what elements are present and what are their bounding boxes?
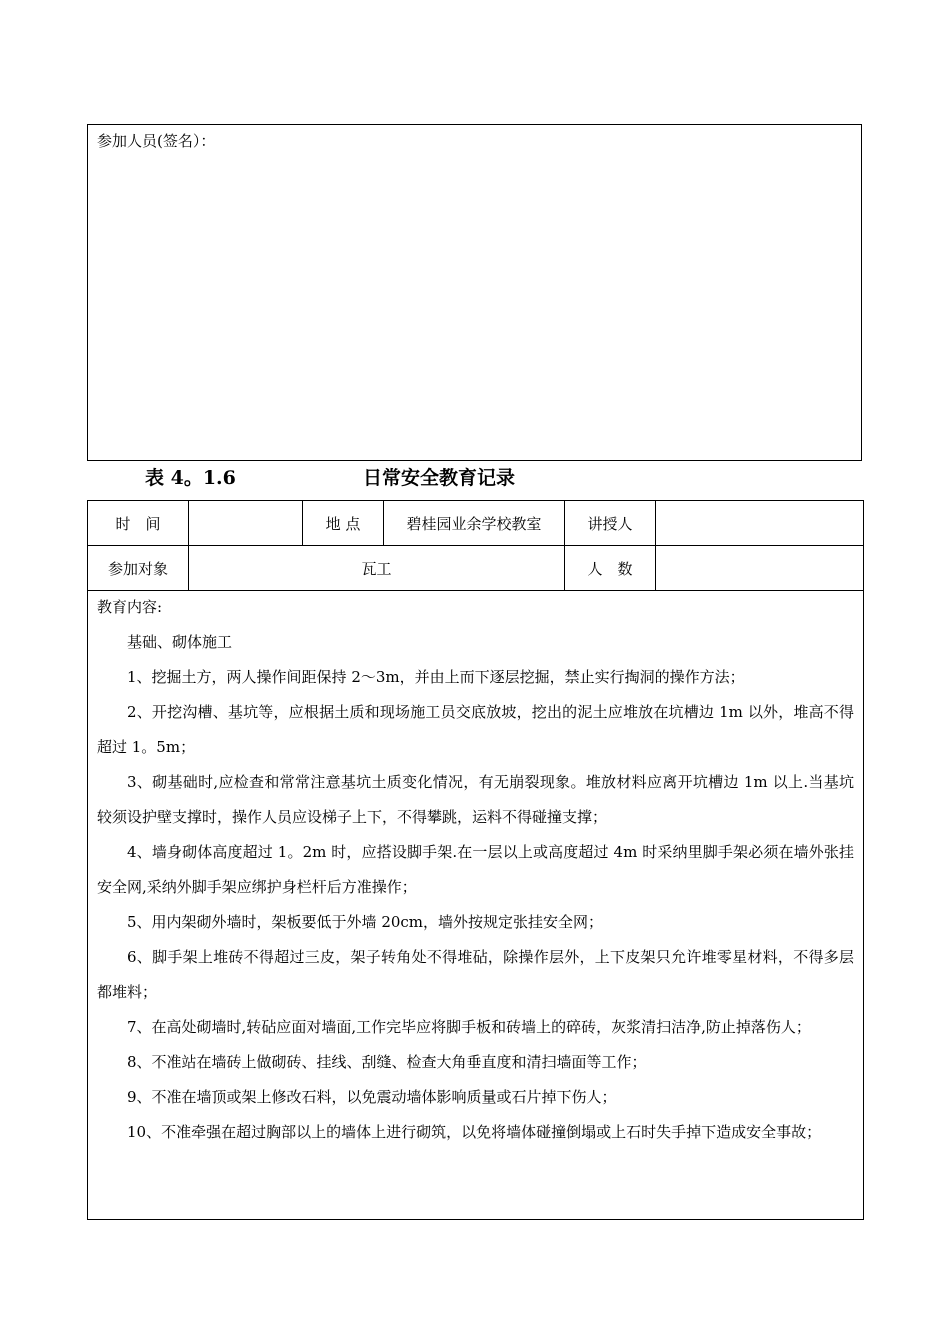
- lecturer-label: 讲授人: [565, 501, 656, 546]
- signature-label: 参加人员(签名）：: [97, 132, 216, 150]
- content-paragraph: 2、开挖沟槽、基坑等，应根据土质和现场施工员交底放坡，挖出的泥土应堆放在坑槽边 1m 以外，堆高不得超过 1。5m；: [97, 703, 854, 756]
- signature-box: [87, 124, 862, 461]
- content-paragraph: 1、挖掘土方，两人操作间距保持 2～3m，并由上而下逐层挖掘，禁止实行掏洞的操作方法；: [127, 668, 745, 686]
- table-number: 表 4。1.6: [145, 467, 236, 489]
- time-label: 时 间: [88, 501, 189, 546]
- table-row: [88, 546, 864, 591]
- education-content-cell: [88, 591, 864, 1220]
- content-paragraph: 10、不准牵强在超过胸部以上的墙体上进行砌筑，以免将墙体碰撞倒塌或上石时失手掉下造成安全事故；: [127, 1123, 822, 1141]
- content-paragraph: 5、用内架砌外墙时，架板要低于外墙 20cm，墙外按规定张挂安全网；: [127, 913, 604, 931]
- content-paragraph: 4、墙身砌体高度超过 1。2m 时，应搭设脚手架.在一层以上或高度超过 4m 时采纳里脚手架必须在墙外张挂安全网,采纳外脚手架应绑护身栏杆后方准操作；: [97, 843, 854, 896]
- audience-value[interactable]: 瓦工: [189, 546, 565, 591]
- content-paragraph: 7、在高处砌墙时,转砧应面对墙面,工作完毕应将脚手板和砖墙上的碎砖，灰浆清扫洁净,防止掉落伤人；: [127, 1018, 811, 1036]
- content-paragraph: 基础、砌体施工: [127, 633, 233, 651]
- count-value[interactable]: [656, 546, 864, 591]
- table-title: 日常安全教育记录: [363, 467, 516, 489]
- content-paragraph: 8、不准站在墙砖上做砌砖、挂线、刮缝、检查大角垂直度和清扫墙面等工作；: [127, 1053, 647, 1071]
- safety-education-record-table: [87, 500, 864, 1220]
- time-value[interactable]: [189, 501, 303, 546]
- content-label: 教育内容:: [97, 598, 163, 616]
- place-label: 地 点: [303, 501, 384, 546]
- content-paragraph: 6、脚手架上堆砖不得超过三皮，架子转角处不得堆砧，除操作层外，上下皮架只允许堆零星材料，不得多层都堆料；: [97, 948, 854, 1001]
- table-row: [88, 591, 864, 1220]
- count-label: 人 数: [565, 546, 656, 591]
- audience-label: 参加对象: [88, 546, 189, 591]
- content-paragraph: 9、不准在墙顶或架上修改石料，以免震动墙体影响质量或石片掉下伤人；: [127, 1088, 617, 1106]
- lecturer-value[interactable]: [656, 501, 864, 546]
- place-value[interactable]: 碧桂园业余学校教室: [384, 501, 565, 546]
- table-row: [88, 501, 864, 546]
- content-paragraph: 3、砌基础时,应检查和常常注意基坑土质变化情况，有无崩裂现象。堆放材料应离开坑槽边 1m 以上.当基坑较须设护壁支撑时，操作人员应设梯子上下，不得攀跳，运料不得碰撞支撑；: [97, 773, 854, 826]
